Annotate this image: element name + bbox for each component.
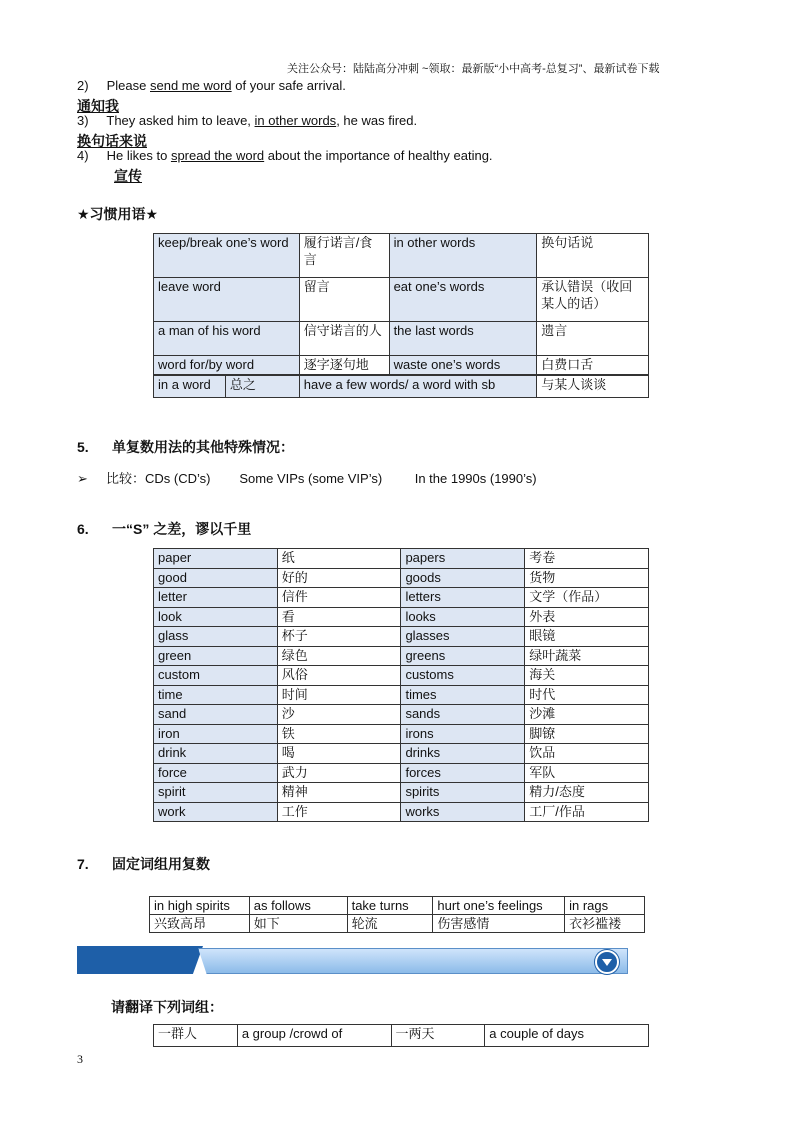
table-row <box>154 705 649 725</box>
idiom-en: in other words <box>389 234 537 278</box>
page-header: 关注公众号：陆陆高分冲刺 ~领取：最新版“小中高考-总复习”、最新试卷下载 <box>287 63 660 75</box>
example-translation: 换句话来说 <box>77 133 147 149</box>
example-text: He likes to <box>106 148 171 163</box>
word-en: work <box>154 802 278 822</box>
section-number: 6. <box>77 521 89 537</box>
word-en: spirit <box>154 783 278 803</box>
compare-item: CDs (CD’s) <box>144 471 211 486</box>
compare-item: In the 1990s (1990’s) <box>414 471 537 486</box>
word-en: drink <box>154 744 278 764</box>
example-phrase: send me word <box>150 78 232 93</box>
word-en: spirits <box>401 783 525 803</box>
word-en: looks <box>401 607 525 627</box>
word-cn: 精神 <box>277 783 401 803</box>
table-row <box>154 685 649 705</box>
idiom-en: in a word <box>154 376 226 398</box>
section-title: 固定词组用复数 <box>112 856 211 872</box>
translate-table <box>153 1024 649 1047</box>
word-cn: 脚镣 <box>525 724 649 744</box>
example-phrase: spread the word <box>170 148 265 163</box>
word-cn: 武力 <box>277 763 401 783</box>
word-cn: 海关 <box>525 666 649 686</box>
table-row <box>154 763 649 783</box>
word-en: drinks <box>401 744 525 764</box>
word-en: force <box>154 763 278 783</box>
table-row <box>150 897 645 915</box>
table-row <box>154 627 649 647</box>
page-number: 3 <box>77 1052 83 1066</box>
word-en: letter <box>154 588 278 608</box>
section-5-compare <box>77 468 537 487</box>
example-sentence-3 <box>77 113 417 128</box>
word-en: forces <box>401 763 525 783</box>
phrase-cn: 轮流 <box>347 915 433 933</box>
phrase-en: hurt one’s feelings <box>433 897 565 915</box>
word-cn: 风俗 <box>277 666 401 686</box>
translate-cell: a couple of days <box>485 1025 649 1047</box>
table-row <box>154 322 649 356</box>
word-cn: 铁 <box>277 724 401 744</box>
word-cn: 纸 <box>277 549 401 569</box>
translate-cell: 一群人 <box>154 1025 238 1047</box>
example-text: Please <box>106 78 150 93</box>
example-number: 3) <box>77 113 89 128</box>
section-number: 5. <box>77 439 89 455</box>
phrase-en: in rags <box>565 897 645 915</box>
table-row <box>154 356 649 375</box>
example-text: of your safe arrival. <box>231 78 346 93</box>
word-cn: 信件 <box>277 588 401 608</box>
table-row <box>154 666 649 686</box>
idiom-en: word for/by word <box>154 356 300 375</box>
fixed-phrases-table <box>149 896 645 933</box>
translate-heading: 请翻译下列词组： <box>111 999 223 1015</box>
phrase-cn: 兴致高昂 <box>150 915 250 933</box>
table-row <box>154 744 649 764</box>
word-en: time <box>154 685 278 705</box>
phrase-cn: 伤害感情 <box>433 915 565 933</box>
section-7-heading <box>77 854 210 874</box>
word-en: good <box>154 568 278 588</box>
word-en: irons <box>401 724 525 744</box>
section-title: 一“S” 之差，谬以千里 <box>112 521 252 537</box>
idiom-cn: 总之 <box>225 376 299 398</box>
compare-item: Some VIPs (some VIP’s) <box>239 471 383 486</box>
table-row <box>154 568 649 588</box>
idioms-table-last-row <box>153 375 649 398</box>
word-cn: 精力/态度 <box>525 783 649 803</box>
phrase-en: as follows <box>249 897 347 915</box>
table-row <box>154 724 649 744</box>
word-en: times <box>401 685 525 705</box>
word-cn: 饮品 <box>525 744 649 764</box>
example-sentence-4 <box>77 148 493 163</box>
word-en: sands <box>401 705 525 725</box>
example-phrase: in other words <box>254 113 337 128</box>
section-6-heading <box>77 519 251 539</box>
table-row <box>154 607 649 627</box>
table-row <box>154 376 649 398</box>
example-number: 2) <box>77 78 89 93</box>
idiom-en: the last words <box>389 322 537 356</box>
idiom-cn: 换句话说 <box>537 234 649 278</box>
table-row <box>154 783 649 803</box>
table-row <box>154 549 649 569</box>
table-row <box>154 646 649 666</box>
table-row <box>154 234 649 278</box>
example-text: , he was fired. <box>336 113 418 128</box>
word-en: goods <box>401 568 525 588</box>
table-row <box>150 915 645 933</box>
idiom-cn: 履行诺言/食言 <box>299 234 389 278</box>
phrase-en: in high spirits <box>150 897 250 915</box>
word-cn: 绿色 <box>277 646 401 666</box>
table-row <box>154 1025 649 1047</box>
section-5-heading <box>77 437 294 457</box>
word-en: look <box>154 607 278 627</box>
word-cn: 绿叶蔬菜 <box>525 646 649 666</box>
idiom-cn: 留言 <box>299 278 389 322</box>
word-en: paper <box>154 549 278 569</box>
s-difference-table <box>153 548 649 822</box>
word-cn: 沙 <box>277 705 401 725</box>
word-cn: 好的 <box>277 568 401 588</box>
word-cn: 看 <box>277 607 401 627</box>
word-en: works <box>401 802 525 822</box>
word-cn: 货物 <box>525 568 649 588</box>
word-cn: 文学（作品） <box>525 588 649 608</box>
example-text: about the importance of healthy eating. <box>264 148 493 163</box>
word-cn: 外表 <box>525 607 649 627</box>
word-en: letters <box>401 588 525 608</box>
translate-cell: 一两天 <box>391 1025 485 1047</box>
idiom-cn: 遗言 <box>537 322 649 356</box>
idiom-cn: 逐字逐句地 <box>299 356 389 375</box>
example-translation: 通知我 <box>77 98 119 114</box>
phrase-en: take turns <box>347 897 433 915</box>
idiom-cn: 白费口舌 <box>537 356 649 375</box>
idioms-heading: ★习惯用语★ <box>77 206 159 222</box>
table-row <box>154 588 649 608</box>
word-en: papers <box>401 549 525 569</box>
idiom-cn: 信守诺言的人 <box>299 322 389 356</box>
idiom-cn: 承认错误（收回某人的话） <box>537 278 649 322</box>
example-text: They asked him to leave, <box>106 113 255 128</box>
word-en: glasses <box>401 627 525 647</box>
word-en: greens <box>401 646 525 666</box>
word-cn: 工厂/作品 <box>525 802 649 822</box>
compare-label: 比较： <box>105 471 145 486</box>
example-translation: 宣传 <box>114 168 142 184</box>
word-en: green <box>154 646 278 666</box>
example-sentence-2 <box>77 78 346 93</box>
section-title: 单复数用法的其他特殊情况： <box>112 439 295 455</box>
word-en: custom <box>154 666 278 686</box>
phrase-cn: 如下 <box>249 915 347 933</box>
word-en: glass <box>154 627 278 647</box>
section-number: 7. <box>77 856 89 872</box>
word-cn: 喝 <box>277 744 401 764</box>
word-en: iron <box>154 724 278 744</box>
chevron-down-icon <box>595 950 619 974</box>
idiom-cn: 与某人谈谈 <box>537 376 649 398</box>
section-banner-left <box>77 946 203 974</box>
example-number: 4) <box>77 148 89 163</box>
word-en: customs <box>401 666 525 686</box>
idiom-en: have a few words/ a word with sb <box>299 376 536 398</box>
table-row <box>154 802 649 822</box>
word-cn: 沙滩 <box>525 705 649 725</box>
table-row <box>154 278 649 322</box>
idiom-en: a man of his word <box>154 322 300 356</box>
word-cn: 时代 <box>525 685 649 705</box>
bullet-arrow-icon: ➢ <box>77 471 88 486</box>
word-cn: 眼镜 <box>525 627 649 647</box>
word-cn: 军队 <box>525 763 649 783</box>
idioms-table <box>153 233 649 375</box>
word-cn: 杯子 <box>277 627 401 647</box>
idiom-en: keep/break one’s word <box>154 234 300 278</box>
idiom-en: leave word <box>154 278 300 322</box>
section-banner-bar <box>198 948 628 974</box>
phrase-cn: 衣衫褴褛 <box>565 915 645 933</box>
idiom-en: eat one’s words <box>389 278 537 322</box>
idiom-en: waste one’s words <box>389 356 537 375</box>
word-en: sand <box>154 705 278 725</box>
word-cn: 考卷 <box>525 549 649 569</box>
word-cn: 工作 <box>277 802 401 822</box>
word-cn: 时间 <box>277 685 401 705</box>
translate-cell: a group /crowd of <box>237 1025 391 1047</box>
